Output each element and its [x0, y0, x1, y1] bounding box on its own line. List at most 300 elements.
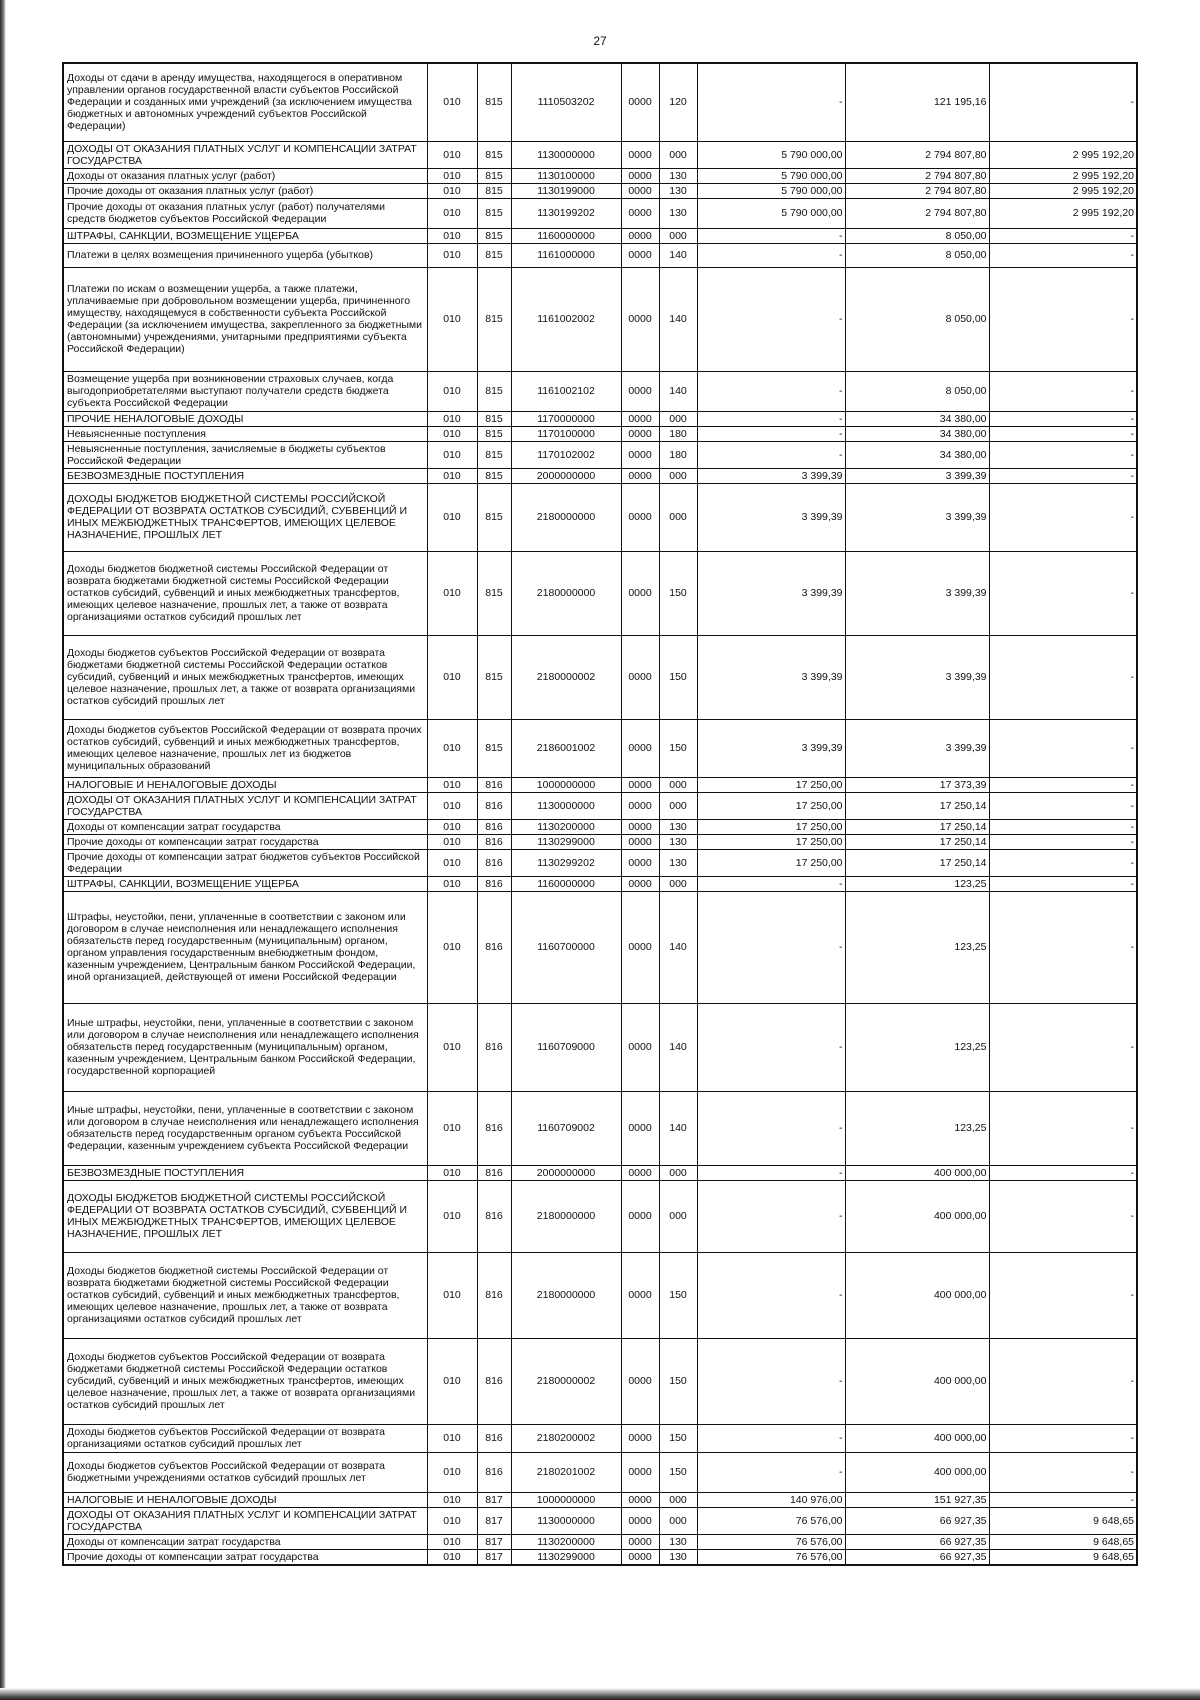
- cell-revenue-code: 1160709000: [511, 1003, 621, 1091]
- row-name: Невыясненные поступления, зачисляемые в бюджеты субъектов Российской Федерации: [63, 441, 427, 468]
- cell-chapter: 816: [477, 792, 511, 819]
- cell-program-code: 0000: [621, 1003, 659, 1091]
- row-name: Доходы бюджетов субъектов Российской Федерации от возврата бюджетами бюджетной системы Российской Федерации остатков субсидий, субвенций и иных межбюджетных трансфертов, имеющих целевое назначение, прошлых лет, а также от возврата организациями остатков субсидий прошлых лет: [63, 1338, 427, 1424]
- cell-economic-code: 000: [659, 876, 697, 891]
- cell-administrator: 010: [427, 876, 477, 891]
- cell-administrator: 010: [427, 426, 477, 441]
- cell-economic-code: 150: [659, 1452, 697, 1492]
- cell-economic-code: 150: [659, 1424, 697, 1452]
- cell-plan: -: [697, 1165, 845, 1180]
- cell-unexecuted: -: [989, 411, 1137, 426]
- cell-chapter: 815: [477, 228, 511, 243]
- table-row: [63, 1424, 1137, 1452]
- table-row: [63, 1338, 1137, 1424]
- cell-chapter: 815: [477, 468, 511, 483]
- revenue-table: [62, 62, 1138, 1566]
- cell-executed: 123,25: [845, 876, 989, 891]
- cell-executed: 2 794 807,80: [845, 168, 989, 183]
- cell-revenue-code: 1110503202: [511, 63, 621, 141]
- cell-plan: 3 399,39: [697, 468, 845, 483]
- cell-administrator: 010: [427, 483, 477, 551]
- table-row: [63, 1492, 1137, 1507]
- cell-chapter: 816: [477, 1091, 511, 1165]
- table-row: [63, 267, 1137, 371]
- cell-administrator: 010: [427, 468, 477, 483]
- cell-plan: -: [697, 411, 845, 426]
- table-row: [63, 834, 1137, 849]
- cell-executed: 2 794 807,80: [845, 141, 989, 168]
- cell-executed: 8 050,00: [845, 267, 989, 371]
- cell-program-code: 0000: [621, 1424, 659, 1452]
- cell-program-code: 0000: [621, 1165, 659, 1180]
- cell-program-code: 0000: [621, 63, 659, 141]
- cell-administrator: 010: [427, 1338, 477, 1424]
- cell-economic-code: 180: [659, 441, 697, 468]
- cell-program-code: 0000: [621, 441, 659, 468]
- cell-chapter: 815: [477, 168, 511, 183]
- cell-administrator: 010: [427, 891, 477, 1003]
- row-name: ДОХОДЫ ОТ ОКАЗАНИЯ ПЛАТНЫХ УСЛУГ И КОМПЕНСАЦИИ ЗАТРАТ ГОСУДАРСТВА: [63, 141, 427, 168]
- cell-revenue-code: 1130000000: [511, 141, 621, 168]
- cell-plan: -: [697, 228, 845, 243]
- cell-revenue-code: 1130299000: [511, 834, 621, 849]
- cell-unexecuted: -: [989, 441, 1137, 468]
- cell-plan: 17 250,00: [697, 834, 845, 849]
- table-row: [63, 849, 1137, 876]
- cell-administrator: 010: [427, 719, 477, 777]
- cell-revenue-code: 2180000002: [511, 635, 621, 719]
- cell-unexecuted: 2 995 192,20: [989, 141, 1137, 168]
- cell-chapter: 815: [477, 551, 511, 635]
- row-name: Доходы бюджетов бюджетной системы Российской Федерации от возврата бюджетами бюджетной системы Российской Федерации остатков субсидий, субвенций и иных межбюджетных трансфертов, имеющих целевое назначение, прошлых лет, а также от возврата организациями остатков субсидий прошлых лет: [63, 1252, 427, 1338]
- table-row: [63, 183, 1137, 198]
- cell-program-code: 0000: [621, 1338, 659, 1424]
- cell-economic-code: 000: [659, 1507, 697, 1534]
- cell-unexecuted: 9 648,65: [989, 1549, 1137, 1565]
- cell-executed: 151 927,35: [845, 1492, 989, 1507]
- cell-revenue-code: 1130200000: [511, 819, 621, 834]
- cell-administrator: 010: [427, 1180, 477, 1252]
- cell-executed: 400 000,00: [845, 1452, 989, 1492]
- cell-executed: 3 399,39: [845, 635, 989, 719]
- table-row: [63, 1252, 1137, 1338]
- cell-economic-code: 130: [659, 168, 697, 183]
- row-name: Доходы бюджетов субъектов Российской Федерации от возврата организациями остатков субсидий прошлых лет: [63, 1424, 427, 1452]
- cell-revenue-code: 1130200000: [511, 1534, 621, 1549]
- cell-executed: 8 050,00: [845, 243, 989, 267]
- cell-plan: -: [697, 1091, 845, 1165]
- cell-revenue-code: 1130199000: [511, 183, 621, 198]
- cell-program-code: 0000: [621, 371, 659, 411]
- cell-revenue-code: 1130000000: [511, 792, 621, 819]
- cell-executed: 66 927,35: [845, 1507, 989, 1534]
- cell-revenue-code: 1160000000: [511, 228, 621, 243]
- cell-program-code: 0000: [621, 1252, 659, 1338]
- cell-unexecuted: -: [989, 1452, 1137, 1492]
- cell-administrator: 010: [427, 1165, 477, 1180]
- cell-executed: 400 000,00: [845, 1180, 989, 1252]
- row-name: Возмещение ущерба при возникновении страховых случаев, когда выгодоприобретателями выступают получатели средств бюджета субъекта Российской Федерации: [63, 371, 427, 411]
- cell-economic-code: 140: [659, 243, 697, 267]
- cell-program-code: 0000: [621, 228, 659, 243]
- cell-economic-code: 130: [659, 834, 697, 849]
- cell-unexecuted: -: [989, 719, 1137, 777]
- cell-plan: 17 250,00: [697, 819, 845, 834]
- cell-executed: 121 195,16: [845, 63, 989, 141]
- cell-revenue-code: 2180000000: [511, 1252, 621, 1338]
- row-name: Платежи по искам о возмещении ущерба, а также платежи, уплачиваемые при добровольном возмещении ущерба, причиненного имуществу, находящемуся в собственности субъекта Российской Федерации (за исключением имущества, закрепленного за бюджетными (автономными) учреждениями, унитарными предприятиями субъекта Российской Федерации): [63, 267, 427, 371]
- cell-unexecuted: -: [989, 1424, 1137, 1452]
- row-name: Прочие доходы от компенсации затрат государства: [63, 834, 427, 849]
- cell-revenue-code: 1130100000: [511, 168, 621, 183]
- row-name: Иные штрафы, неустойки, пени, уплаченные в соответствии с законом или договором в случае неисполнения или ненадлежащего исполнения обязательств перед государственным (муниципальным) органом, казенным учреждением, Центральным банком Российской Федерации, государственной корпорацией: [63, 1003, 427, 1091]
- cell-executed: 66 927,35: [845, 1534, 989, 1549]
- table-row: [63, 198, 1137, 228]
- row-name: ДОХОДЫ БЮДЖЕТОВ БЮДЖЕТНОЙ СИСТЕМЫ РОССИЙСКОЙ ФЕДЕРАЦИИ ОТ ВОЗВРАТА ОСТАТКОВ СУБСИДИЙ, СУБВЕНЦИЙ И ИНЫХ МЕЖБЮДЖЕТНЫХ ТРАНСФЕРТОВ, ИМЕЮЩИХ ЦЕЛЕВОЕ НАЗНАЧЕНИЕ, ПРОШЛЫХ ЛЕТ: [63, 483, 427, 551]
- cell-executed: 3 399,39: [845, 468, 989, 483]
- cell-program-code: 0000: [621, 551, 659, 635]
- cell-revenue-code: 1170100000: [511, 426, 621, 441]
- cell-economic-code: 000: [659, 777, 697, 792]
- cell-administrator: 010: [427, 635, 477, 719]
- cell-revenue-code: 1000000000: [511, 1492, 621, 1507]
- cell-plan: 140 976,00: [697, 1492, 845, 1507]
- cell-program-code: 0000: [621, 243, 659, 267]
- row-name: ПРОЧИЕ НЕНАЛОГОВЫЕ ДОХОДЫ: [63, 411, 427, 426]
- cell-administrator: 010: [427, 1252, 477, 1338]
- table-row: [63, 635, 1137, 719]
- cell-administrator: 010: [427, 141, 477, 168]
- cell-chapter: 817: [477, 1492, 511, 1507]
- cell-chapter: 815: [477, 441, 511, 468]
- cell-economic-code: 120: [659, 63, 697, 141]
- cell-executed: 8 050,00: [845, 228, 989, 243]
- cell-program-code: 0000: [621, 819, 659, 834]
- cell-plan: -: [697, 1424, 845, 1452]
- cell-administrator: 010: [427, 1507, 477, 1534]
- cell-economic-code: 150: [659, 1252, 697, 1338]
- cell-program-code: 0000: [621, 1492, 659, 1507]
- cell-executed: 400 000,00: [845, 1338, 989, 1424]
- cell-executed: 34 380,00: [845, 411, 989, 426]
- table-row: [63, 168, 1137, 183]
- table-row: [63, 1507, 1137, 1534]
- cell-administrator: 010: [427, 441, 477, 468]
- cell-unexecuted: -: [989, 834, 1137, 849]
- cell-program-code: 0000: [621, 168, 659, 183]
- cell-revenue-code: 2180000002: [511, 1338, 621, 1424]
- table-row: [63, 141, 1137, 168]
- row-name: НАЛОГОВЫЕ И НЕНАЛОГОВЫЕ ДОХОДЫ: [63, 1492, 427, 1507]
- cell-program-code: 0000: [621, 1549, 659, 1565]
- table-row: [63, 1003, 1137, 1091]
- cell-administrator: 010: [427, 228, 477, 243]
- cell-plan: -: [697, 1252, 845, 1338]
- cell-administrator: 010: [427, 168, 477, 183]
- cell-revenue-code: 1160709002: [511, 1091, 621, 1165]
- cell-unexecuted: -: [989, 819, 1137, 834]
- cell-revenue-code: 2000000000: [511, 468, 621, 483]
- cell-chapter: 816: [477, 876, 511, 891]
- cell-program-code: 0000: [621, 1534, 659, 1549]
- cell-economic-code: 130: [659, 1549, 697, 1565]
- cell-economic-code: 000: [659, 411, 697, 426]
- cell-executed: 400 000,00: [845, 1424, 989, 1452]
- cell-chapter: 815: [477, 635, 511, 719]
- table-row: [63, 777, 1137, 792]
- table-row: [63, 441, 1137, 468]
- cell-chapter: 815: [477, 63, 511, 141]
- page-number: 27: [593, 34, 607, 48]
- cell-revenue-code: 1161000000: [511, 243, 621, 267]
- cell-unexecuted: -: [989, 1091, 1137, 1165]
- row-name: Штрафы, неустойки, пени, уплаченные в соответствии с законом или договором в случае неисполнения или ненадлежащего исполнения обязательств перед государственным (муниципальным) органом, органом управления государственным внебюджетным фондом, казенным учреждением, Центральным банком Российской Федерации, иной организацией, действующей от имени Российской Федерации: [63, 891, 427, 1003]
- table-row: [63, 483, 1137, 551]
- cell-chapter: 816: [477, 834, 511, 849]
- row-name: Прочие доходы от оказания платных услуг (работ) получателями средств бюджетов субъектов Российской Федерации: [63, 198, 427, 228]
- cell-revenue-code: 2186001002: [511, 719, 621, 777]
- cell-chapter: 816: [477, 1452, 511, 1492]
- cell-program-code: 0000: [621, 834, 659, 849]
- cell-administrator: 010: [427, 411, 477, 426]
- cell-administrator: 010: [427, 777, 477, 792]
- cell-unexecuted: -: [989, 483, 1137, 551]
- cell-economic-code: 000: [659, 468, 697, 483]
- cell-chapter: 815: [477, 243, 511, 267]
- cell-economic-code: 150: [659, 551, 697, 635]
- row-name: Платежи в целях возмещения причиненного ущерба (убытков): [63, 243, 427, 267]
- cell-executed: 400 000,00: [845, 1165, 989, 1180]
- cell-plan: -: [697, 1003, 845, 1091]
- cell-program-code: 0000: [621, 267, 659, 371]
- cell-administrator: 010: [427, 1424, 477, 1452]
- cell-unexecuted: -: [989, 876, 1137, 891]
- cell-unexecuted: -: [989, 243, 1137, 267]
- cell-program-code: 0000: [621, 468, 659, 483]
- cell-revenue-code: 1130000000: [511, 1507, 621, 1534]
- cell-administrator: 010: [427, 63, 477, 141]
- cell-plan: -: [697, 876, 845, 891]
- cell-economic-code: 140: [659, 371, 697, 411]
- cell-economic-code: 000: [659, 1165, 697, 1180]
- cell-administrator: 010: [427, 1492, 477, 1507]
- cell-plan: 3 399,39: [697, 483, 845, 551]
- cell-chapter: 817: [477, 1534, 511, 1549]
- cell-revenue-code: 1170102002: [511, 441, 621, 468]
- cell-chapter: 815: [477, 183, 511, 198]
- cell-unexecuted: -: [989, 1165, 1137, 1180]
- table-row: [63, 719, 1137, 777]
- cell-plan: 5 790 000,00: [697, 198, 845, 228]
- cell-administrator: 010: [427, 243, 477, 267]
- cell-administrator: 010: [427, 371, 477, 411]
- cell-plan: -: [697, 267, 845, 371]
- cell-administrator: 010: [427, 792, 477, 819]
- cell-plan: 5 790 000,00: [697, 168, 845, 183]
- table-row: [63, 371, 1137, 411]
- cell-plan: -: [697, 243, 845, 267]
- table-row: [63, 243, 1137, 267]
- cell-chapter: 815: [477, 198, 511, 228]
- row-name: ДОХОДЫ ОТ ОКАЗАНИЯ ПЛАТНЫХ УСЛУГ И КОМПЕНСАЦИИ ЗАТРАТ ГОСУДАРСТВА: [63, 1507, 427, 1534]
- table-row: [63, 63, 1137, 141]
- cell-unexecuted: -: [989, 63, 1137, 141]
- table-row: [63, 411, 1137, 426]
- cell-unexecuted: -: [989, 551, 1137, 635]
- cell-executed: 17 250,14: [845, 849, 989, 876]
- row-name: ШТРАФЫ, САНКЦИИ, ВОЗМЕЩЕНИЕ УЩЕРБА: [63, 228, 427, 243]
- cell-unexecuted: -: [989, 1003, 1137, 1091]
- cell-program-code: 0000: [621, 719, 659, 777]
- table-row: [63, 1180, 1137, 1252]
- cell-plan: -: [697, 891, 845, 1003]
- row-name: Доходы бюджетов субъектов Российской Федерации от возврата бюджетными учреждениями остатков субсидий прошлых лет: [63, 1452, 427, 1492]
- cell-administrator: 010: [427, 849, 477, 876]
- row-name: НАЛОГОВЫЕ И НЕНАЛОГОВЫЕ ДОХОДЫ: [63, 777, 427, 792]
- table-row: [63, 228, 1137, 243]
- cell-unexecuted: 9 648,65: [989, 1507, 1137, 1534]
- cell-economic-code: 130: [659, 1534, 697, 1549]
- cell-plan: -: [697, 1338, 845, 1424]
- cell-economic-code: 000: [659, 141, 697, 168]
- cell-economic-code: 130: [659, 183, 697, 198]
- cell-unexecuted: -: [989, 635, 1137, 719]
- table-row: [63, 1091, 1137, 1165]
- cell-chapter: 816: [477, 1003, 511, 1091]
- cell-unexecuted: -: [989, 792, 1137, 819]
- cell-program-code: 0000: [621, 426, 659, 441]
- cell-executed: 8 050,00: [845, 371, 989, 411]
- cell-economic-code: 000: [659, 792, 697, 819]
- cell-revenue-code: 2180000000: [511, 551, 621, 635]
- cell-program-code: 0000: [621, 1180, 659, 1252]
- cell-chapter: 816: [477, 1165, 511, 1180]
- row-name: Иные штрафы, неустойки, пени, уплаченные в соответствии с законом или договором в случае неисполнения или ненадлежащего исполнения обязательств перед государственным органом субъекта Российской Федерации, казенным учреждением субъекта Российской Федерации: [63, 1091, 427, 1165]
- cell-plan: -: [697, 426, 845, 441]
- cell-chapter: 816: [477, 1424, 511, 1452]
- cell-program-code: 0000: [621, 876, 659, 891]
- cell-unexecuted: -: [989, 777, 1137, 792]
- cell-unexecuted: -: [989, 1252, 1137, 1338]
- table-row: [63, 1165, 1137, 1180]
- row-name: Доходы бюджетов субъектов Российской Федерации от возврата бюджетами бюджетной системы Российской Федерации остатков субсидий, субвенций и иных межбюджетных трансфертов, имеющих целевое назначение, прошлых лет, а также от возврата организациями остатков субсидий прошлых лет: [63, 635, 427, 719]
- cell-executed: 2 794 807,80: [845, 198, 989, 228]
- row-name: Невыясненные поступления: [63, 426, 427, 441]
- cell-plan: -: [697, 63, 845, 141]
- cell-chapter: 817: [477, 1549, 511, 1565]
- cell-chapter: 816: [477, 777, 511, 792]
- row-name: Доходы от компенсации затрат государства: [63, 819, 427, 834]
- cell-revenue-code: 2180200002: [511, 1424, 621, 1452]
- cell-unexecuted: 2 995 192,20: [989, 198, 1137, 228]
- cell-administrator: 010: [427, 183, 477, 198]
- cell-chapter: 815: [477, 426, 511, 441]
- cell-chapter: 817: [477, 1507, 511, 1534]
- scan-edge-left: [0, 0, 6, 1700]
- cell-executed: 123,25: [845, 1003, 989, 1091]
- cell-economic-code: 130: [659, 198, 697, 228]
- cell-plan: 76 576,00: [697, 1534, 845, 1549]
- row-name: Доходы от сдачи в аренду имущества, находящегося в оперативном управлении органов государственной власти субъектов Российской Федерации и созданных ими учреждений (за исключением имущества бюджетных и автономных учреждений субъектов Российской Федерации): [63, 63, 427, 141]
- cell-program-code: 0000: [621, 411, 659, 426]
- cell-economic-code: 000: [659, 1492, 697, 1507]
- cell-economic-code: 130: [659, 819, 697, 834]
- cell-executed: 123,25: [845, 1091, 989, 1165]
- cell-unexecuted: -: [989, 849, 1137, 876]
- cell-administrator: 010: [427, 1549, 477, 1565]
- cell-chapter: 816: [477, 849, 511, 876]
- cell-plan: 3 399,39: [697, 635, 845, 719]
- cell-chapter: 815: [477, 141, 511, 168]
- cell-revenue-code: 1130199202: [511, 198, 621, 228]
- row-name: БЕЗВОЗМЕЗДНЫЕ ПОСТУПЛЕНИЯ: [63, 1165, 427, 1180]
- cell-plan: 3 399,39: [697, 551, 845, 635]
- cell-chapter: 816: [477, 1180, 511, 1252]
- table-row: [63, 551, 1137, 635]
- cell-plan: 5 790 000,00: [697, 141, 845, 168]
- row-name: ДОХОДЫ ОТ ОКАЗАНИЯ ПЛАТНЫХ УСЛУГ И КОМПЕНСАЦИИ ЗАТРАТ ГОСУДАРСТВА: [63, 792, 427, 819]
- cell-economic-code: 150: [659, 1338, 697, 1424]
- cell-economic-code: 140: [659, 267, 697, 371]
- cell-revenue-code: 1161002002: [511, 267, 621, 371]
- cell-revenue-code: 1130299202: [511, 849, 621, 876]
- cell-chapter: 816: [477, 1252, 511, 1338]
- cell-unexecuted: -: [989, 468, 1137, 483]
- cell-economic-code: 000: [659, 1180, 697, 1252]
- scan-edge-bottom: [0, 1688, 1200, 1700]
- cell-economic-code: 130: [659, 849, 697, 876]
- cell-program-code: 0000: [621, 183, 659, 198]
- revenue-table-container: [62, 62, 1136, 1566]
- cell-administrator: 010: [427, 1534, 477, 1549]
- cell-administrator: 010: [427, 198, 477, 228]
- cell-program-code: 0000: [621, 635, 659, 719]
- cell-program-code: 0000: [621, 777, 659, 792]
- cell-administrator: 010: [427, 551, 477, 635]
- cell-plan: -: [697, 1180, 845, 1252]
- cell-executed: 123,25: [845, 891, 989, 1003]
- cell-unexecuted: -: [989, 228, 1137, 243]
- cell-economic-code: 150: [659, 719, 697, 777]
- row-name: БЕЗВОЗМЕЗДНЫЕ ПОСТУПЛЕНИЯ: [63, 468, 427, 483]
- cell-executed: 400 000,00: [845, 1252, 989, 1338]
- cell-chapter: 815: [477, 483, 511, 551]
- row-name: Доходы от оказания платных услуг (работ): [63, 168, 427, 183]
- cell-executed: 34 380,00: [845, 426, 989, 441]
- table-row: [63, 1549, 1137, 1565]
- cell-unexecuted: 2 995 192,20: [989, 168, 1137, 183]
- cell-executed: 17 250,14: [845, 819, 989, 834]
- cell-economic-code: 000: [659, 228, 697, 243]
- cell-plan: 76 576,00: [697, 1507, 845, 1534]
- cell-administrator: 010: [427, 819, 477, 834]
- cell-economic-code: 140: [659, 891, 697, 1003]
- cell-revenue-code: 2180000000: [511, 483, 621, 551]
- row-name: Доходы от компенсации затрат государства: [63, 1534, 427, 1549]
- cell-chapter: 815: [477, 371, 511, 411]
- cell-unexecuted: -: [989, 267, 1137, 371]
- row-name: Прочие доходы от компенсации затрат бюджетов субъектов Российской Федерации: [63, 849, 427, 876]
- cell-unexecuted: 2 995 192,20: [989, 183, 1137, 198]
- cell-unexecuted: -: [989, 1338, 1137, 1424]
- cell-plan: 17 250,00: [697, 849, 845, 876]
- cell-program-code: 0000: [621, 1507, 659, 1534]
- table-row: [63, 792, 1137, 819]
- cell-executed: 3 399,39: [845, 551, 989, 635]
- cell-plan: -: [697, 1452, 845, 1492]
- cell-plan: 5 790 000,00: [697, 183, 845, 198]
- table-row: [63, 891, 1137, 1003]
